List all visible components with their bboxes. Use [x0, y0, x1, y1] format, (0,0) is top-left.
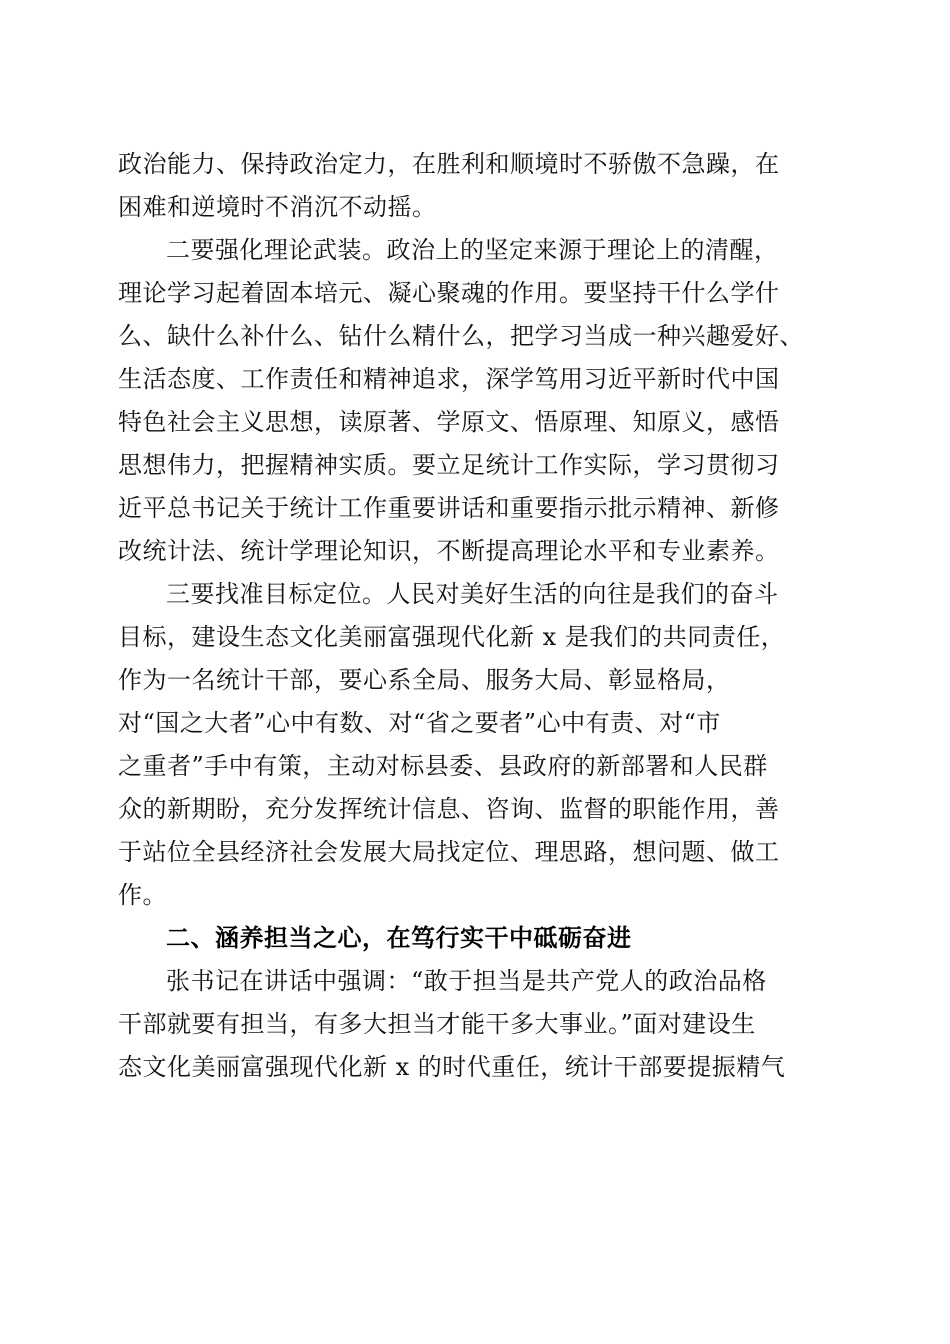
- paragraph-start-line: 二要强化理论武装。政治上的坚定来源于理论上的清醒，: [166, 236, 779, 264]
- text-line-18: 作。: [118, 881, 167, 909]
- text-line-14: 对“国之大者”心中有数、对“省之要者”心中有责、对“市: [118, 709, 721, 737]
- section-heading: 二、涵养担当之心，在笃行实干中砥砺奋进: [166, 924, 632, 952]
- text-line-1: 政治能力、保持政治定力，在胜利和顺境时不骄傲不急躁，在: [118, 150, 780, 178]
- text-line-12: 目标，建设生态文化美丽富强现代化新 x 是我们的共同责任，: [118, 623, 786, 651]
- text-line-6: 生活态度、工作责任和精神追求，深学笃用习近平新时代中国: [118, 365, 780, 393]
- text-line-2: 困难和逆境时不消沉不动摇。: [118, 193, 437, 221]
- text-line-22: 态文化美丽富强现代化新 x 的时代重任，统计干部要提振精气: [118, 1053, 786, 1081]
- text-line-7: 特色社会主义思想，读原著、学原文、悟原理、知原义，感悟: [118, 408, 780, 436]
- text-line-4: 理论学习起着固本培元、凝心聚魂的作用。要坚持干什么学什: [118, 279, 780, 307]
- text-line-9: 近平总书记关于统计工作重要讲话和重要指示批示精神、新修: [118, 494, 780, 522]
- text-line-15: 之重者”手中有策，主动对标县委、县政府的新部署和人民群: [118, 752, 768, 780]
- paragraph-start-line: 张书记在讲话中强调：“敢于担当是共产党人的政治品格: [166, 967, 767, 995]
- paragraph-start-line: 三要找准目标定位。人民对美好生活的向往是我们的奋斗: [166, 580, 779, 608]
- text-line-16: 众的新期盼，充分发挥统计信息、咨询、监督的职能作用，善: [118, 795, 780, 823]
- text-line-13: 作为一名统计干部，要心系全局、服务大局、彰显格局，: [118, 666, 731, 694]
- text-line-17: 于站位全县经济社会发展大局找定位、理思路，想问题、做工: [118, 838, 780, 866]
- text-line-5: 么、缺什么补什么、钻什么精什么，把学习当成一种兴趣爱好、: [118, 322, 804, 350]
- text-line-10: 改统计法、统计学理论知识，不断提高理论水平和专业素养。: [118, 537, 780, 565]
- text-line-21: 干部就要有担当，有多大担当才能干多大事业。”面对建设生: [118, 1010, 756, 1038]
- text-line-8: 思想伟力，把握精神实质。要立足统计工作实际，学习贯彻习: [118, 451, 780, 479]
